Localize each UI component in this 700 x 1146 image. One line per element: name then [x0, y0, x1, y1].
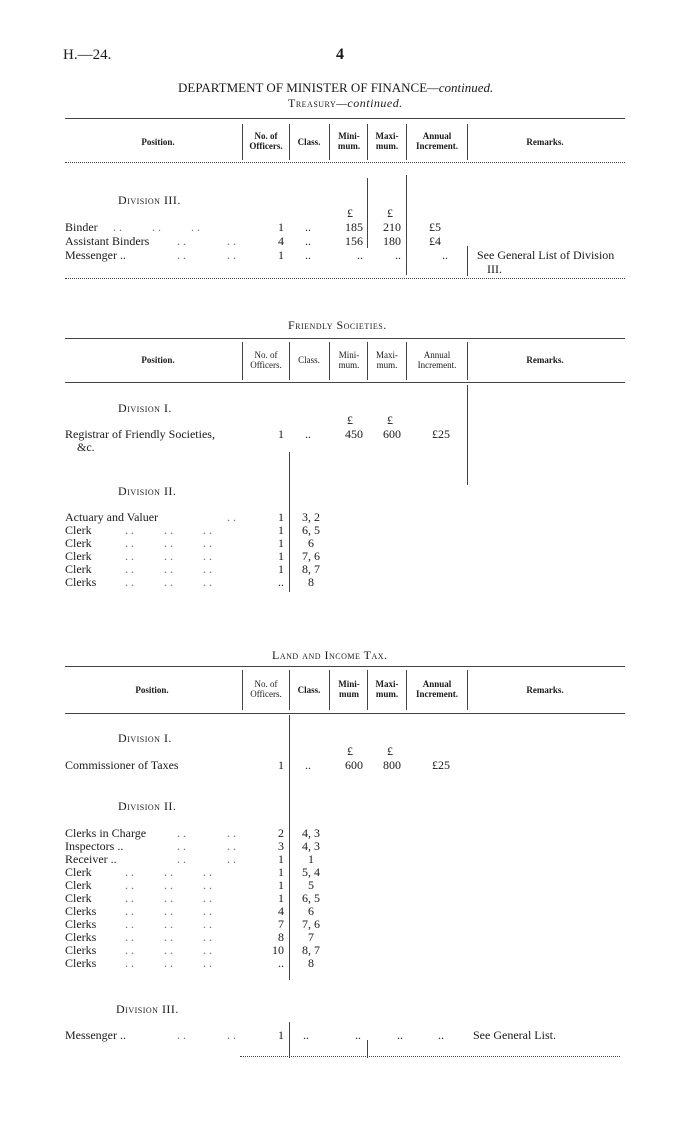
- table-row: [65, 930, 365, 943]
- position-cell: Messenger ..: [65, 248, 126, 262]
- division-heading: Division III.: [118, 193, 181, 207]
- position-cell: Clerk: [65, 562, 92, 576]
- header-divider: [329, 670, 330, 710]
- class-cell: 8: [308, 956, 314, 970]
- class-cell: 4, 3: [302, 839, 320, 853]
- class-cell: 8: [308, 575, 314, 589]
- header-divider: [467, 342, 468, 380]
- position-cell: Commissioner of Taxes: [65, 758, 179, 772]
- minimum-cell: 600: [345, 758, 363, 772]
- table-row: [65, 536, 365, 549]
- table-row: [65, 220, 665, 234]
- department-title: [178, 80, 493, 96]
- officers-cell: 1: [278, 220, 284, 234]
- position-cell: Clerk: [65, 865, 92, 879]
- leader-dots: . .: [177, 234, 186, 248]
- officers-cell: 1: [278, 852, 284, 866]
- header-divider: [289, 124, 290, 160]
- leader-dots: . .: [227, 510, 236, 524]
- table-row: [65, 427, 665, 455]
- class-cell: 8, 7: [302, 562, 320, 576]
- leader-dots: . . . . . .: [125, 930, 212, 944]
- officers-cell: 1: [278, 865, 284, 879]
- class-cell: ..: [305, 220, 311, 234]
- minimum-cell: ..: [355, 1028, 361, 1042]
- increment-cell: £5: [429, 220, 441, 234]
- leader-dots: . . . . . .: [125, 523, 212, 537]
- header-divider: [406, 670, 407, 710]
- officers-cell: 4: [278, 234, 284, 248]
- leader-dots: . .: [227, 839, 236, 853]
- class-cell: 5, 4: [302, 865, 320, 879]
- table-bottom-rule: [65, 278, 625, 279]
- column-header-increment: Annual Increment.: [415, 679, 459, 699]
- officers-cell: 7: [278, 917, 284, 931]
- position-cell: Actuary and Valuer: [65, 510, 159, 524]
- position-cell: Clerks: [65, 904, 97, 918]
- officers-cell: 1: [278, 510, 284, 524]
- class-cell: 6: [308, 536, 314, 550]
- maximum-cell: 210: [383, 220, 401, 234]
- class-cell: 8, 7: [302, 943, 320, 957]
- treasury-title-suffix: —continued.: [336, 96, 403, 110]
- table-row: [65, 248, 665, 262]
- class-cell: ..: [305, 248, 311, 262]
- officers-cell: 1: [278, 523, 284, 537]
- treasury-title: Treasury: [288, 96, 337, 110]
- officers-cell: 1: [278, 758, 284, 772]
- table-row: [65, 523, 365, 536]
- currency-symbol: £: [347, 744, 353, 758]
- leader-dots: . .: [227, 248, 236, 262]
- leader-dots: . .: [177, 1028, 186, 1042]
- position-cell: Clerks in Charge: [65, 826, 147, 840]
- class-cell: 3, 2: [302, 510, 320, 524]
- table-row: [65, 878, 365, 891]
- department-title-suffix: —continued.: [427, 80, 494, 95]
- header-divider: [467, 670, 468, 710]
- leader-dots: . . . . . .: [125, 904, 212, 918]
- officers-cell: 1: [278, 891, 284, 905]
- header-divider: [242, 124, 243, 160]
- increment-cell: £25: [432, 758, 450, 772]
- position-cell: Clerk: [65, 891, 92, 905]
- maximum-cell: ..: [395, 248, 401, 262]
- table-row: [65, 917, 365, 930]
- position-cell: Clerks: [65, 930, 97, 944]
- class-cell: ..: [303, 1028, 309, 1042]
- position-cell: Clerks: [65, 943, 97, 957]
- remarks-cell: See General List of Division: [477, 248, 615, 262]
- header-divider: [406, 342, 407, 380]
- column-header-officers: No. of Officers.: [250, 350, 282, 370]
- officers-cell: 2: [278, 826, 284, 840]
- column-header-maximum: Maxi- mum.: [375, 131, 399, 151]
- table-row: [65, 549, 365, 562]
- officers-cell: 1: [278, 427, 284, 441]
- column-header-maximum: Maxi- mum.: [376, 350, 398, 370]
- header-divider: [367, 124, 368, 160]
- section-title-friendly: Friendly Societies.: [288, 318, 387, 332]
- officers-cell: 1: [278, 1028, 284, 1042]
- header-divider: [467, 124, 468, 160]
- minimum-cell: 450: [345, 427, 363, 441]
- table-row: [65, 852, 365, 865]
- class-cell: 7, 6: [302, 917, 320, 931]
- remarks-cell: See General List.: [473, 1028, 556, 1042]
- increment-cell: £4: [429, 234, 441, 248]
- column-header-officers: No. of Officers.: [250, 679, 282, 699]
- position-cell: Binder: [65, 220, 98, 234]
- position-cell: Clerk: [65, 549, 92, 563]
- currency-symbol: £: [347, 413, 353, 427]
- column-header-increment: Annual Increment.: [415, 131, 459, 151]
- page-code: H.—24.: [63, 47, 112, 63]
- column-header-position: Position.: [141, 355, 175, 365]
- leader-dots: . . . . . .: [125, 575, 212, 589]
- class-cell: 6: [308, 904, 314, 918]
- class-cell: ..: [305, 234, 311, 248]
- table-row: [65, 891, 365, 904]
- currency-symbol: £: [347, 206, 353, 220]
- officers-cell: 1: [278, 878, 284, 892]
- minimum-cell: ..: [357, 248, 363, 262]
- table-row: [65, 758, 665, 772]
- increment-cell: ..: [438, 1028, 444, 1042]
- position-cell: Clerk: [65, 523, 92, 537]
- officers-cell: ..: [278, 956, 284, 970]
- officers-cell: 3: [278, 839, 284, 853]
- column-header-remarks: Remarks.: [526, 355, 564, 365]
- table-top-rule: [65, 666, 625, 667]
- column-header-position: Position.: [135, 685, 169, 695]
- column-header-remarks: Remarks.: [526, 137, 564, 147]
- header-divider: [289, 342, 290, 380]
- header-divider: [329, 342, 330, 380]
- position-cell: Receiver ..: [65, 852, 117, 866]
- position-cell: Clerk: [65, 536, 92, 550]
- leader-dots: . . . . . .: [125, 891, 212, 905]
- class-cell: 7, 6: [302, 549, 320, 563]
- column-divider: [289, 1022, 290, 1058]
- class-cell: 6, 5: [302, 523, 320, 537]
- table-row: [65, 904, 365, 917]
- officers-cell: 4: [278, 904, 284, 918]
- leader-dots: . . . . . .: [125, 878, 212, 892]
- leader-dots: . . . . . .: [125, 536, 212, 550]
- leader-dots: . . . . . .: [125, 917, 212, 931]
- leader-dots: . . . . . .: [125, 956, 212, 970]
- division-heading: Division III.: [116, 1002, 179, 1016]
- class-cell: 6, 5: [302, 891, 320, 905]
- currency-symbol: £: [387, 413, 393, 427]
- leader-dots: . . . . . .: [125, 562, 212, 576]
- header-divider: [242, 670, 243, 710]
- leader-dots: . .: [177, 839, 186, 853]
- table-top-rule: [65, 338, 625, 339]
- remarks-continuation: III.: [487, 262, 502, 276]
- table-row: [65, 575, 365, 588]
- leader-dots: . .: [177, 826, 186, 840]
- position-cell: Clerks: [65, 917, 97, 931]
- leader-dots: . . . . . .: [125, 943, 212, 957]
- officers-cell: 1: [278, 549, 284, 563]
- table-row: [65, 234, 665, 248]
- officers-cell: 8: [278, 930, 284, 944]
- header-divider: [367, 670, 368, 710]
- class-cell: 5: [308, 878, 314, 892]
- officers-cell: 1: [278, 562, 284, 576]
- column-header-remarks: Remarks.: [526, 685, 564, 695]
- leader-dots: . .: [227, 1028, 236, 1042]
- column-header-position: Position.: [141, 137, 175, 147]
- section-title-land-tax: Land and Income Tax.: [272, 648, 388, 662]
- class-cell: ..: [305, 427, 311, 441]
- section-title-treasury: [288, 96, 403, 111]
- maximum-cell: 800: [383, 758, 401, 772]
- column-header-class: Class.: [297, 137, 321, 147]
- column-header-class: Class.: [297, 685, 321, 695]
- header-bottom-rule: [65, 713, 625, 714]
- position-cell: Clerks: [65, 956, 97, 970]
- position-cell: Clerks: [65, 575, 97, 589]
- minimum-cell: 185: [345, 220, 363, 234]
- table-row: [65, 510, 365, 523]
- minimum-cell: 156: [345, 234, 363, 248]
- class-cell: 1: [308, 852, 314, 866]
- column-header-officers: No. of Officers.: [249, 131, 283, 151]
- leader-dots: . .: [227, 852, 236, 866]
- leader-dots: . .: [177, 852, 186, 866]
- position-cell: Inspectors ..: [65, 839, 124, 853]
- column-header-class: Class.: [298, 355, 320, 365]
- header-divider: [406, 124, 407, 160]
- table-bottom-rule: [240, 1056, 620, 1057]
- position-cell: Assistant Binders: [65, 234, 150, 248]
- table-row: [65, 1028, 685, 1042]
- position-cell: Registrar of Friendly Societies,: [65, 427, 215, 441]
- leader-dots: . . . . . .: [125, 549, 212, 563]
- maximum-cell: 600: [383, 427, 401, 441]
- officers-cell: 1: [278, 248, 284, 262]
- column-header-maximum: Maxi- mum.: [375, 679, 399, 699]
- increment-cell: ..: [442, 248, 448, 262]
- class-cell: ..: [305, 758, 311, 772]
- class-cell: 4, 3: [302, 826, 320, 840]
- column-header-minimum: Mini- mum.: [337, 131, 361, 151]
- leader-dots: . .: [177, 248, 186, 262]
- division-heading: Division II.: [118, 484, 177, 498]
- position-cell: Messenger ..: [65, 1028, 126, 1042]
- header-bottom-rule: [65, 162, 625, 163]
- department-title-text: DEPARTMENT OF MINISTER OF FINANCE: [178, 80, 428, 95]
- division-heading: Division I.: [118, 731, 172, 745]
- officers-cell: 1: [278, 536, 284, 550]
- leader-dots: . .: [227, 234, 236, 248]
- table-row: [65, 839, 365, 852]
- column-header-minimum: Mini- mum: [338, 679, 360, 699]
- currency-symbol: £: [387, 206, 393, 220]
- position-cell: Clerk: [65, 878, 92, 892]
- division-heading: Division I.: [118, 401, 172, 415]
- increment-cell: £25: [432, 427, 450, 441]
- column-divider: [467, 246, 468, 276]
- leader-dots: . .: [227, 826, 236, 840]
- header-divider: [329, 124, 330, 160]
- class-cell: 7: [308, 930, 314, 944]
- header-divider: [289, 670, 290, 710]
- table-row: [65, 865, 365, 878]
- officers-cell: ..: [278, 575, 284, 589]
- maximum-cell: 180: [383, 234, 401, 248]
- table-row: [65, 826, 365, 839]
- table-row: [65, 562, 365, 575]
- header-divider: [242, 342, 243, 380]
- header-divider: [367, 342, 368, 380]
- maximum-cell: ..: [397, 1028, 403, 1042]
- column-divider: [467, 385, 468, 485]
- currency-symbol: £: [387, 744, 393, 758]
- position-continuation: &c.: [77, 440, 95, 454]
- division-heading: Division II.: [118, 799, 177, 813]
- table-top-rule: [65, 118, 625, 119]
- column-header-increment: Annual Increment.: [417, 350, 457, 370]
- page-number: 4: [336, 46, 344, 63]
- leader-dots: . . . . . .: [125, 865, 212, 879]
- table-row: [65, 956, 365, 969]
- table-row: [65, 943, 365, 956]
- column-header-minimum: Mini- mum.: [338, 350, 360, 370]
- leader-dots: . . . . . .: [113, 220, 200, 234]
- header-bottom-rule: [65, 382, 625, 383]
- officers-cell: 10: [272, 943, 284, 957]
